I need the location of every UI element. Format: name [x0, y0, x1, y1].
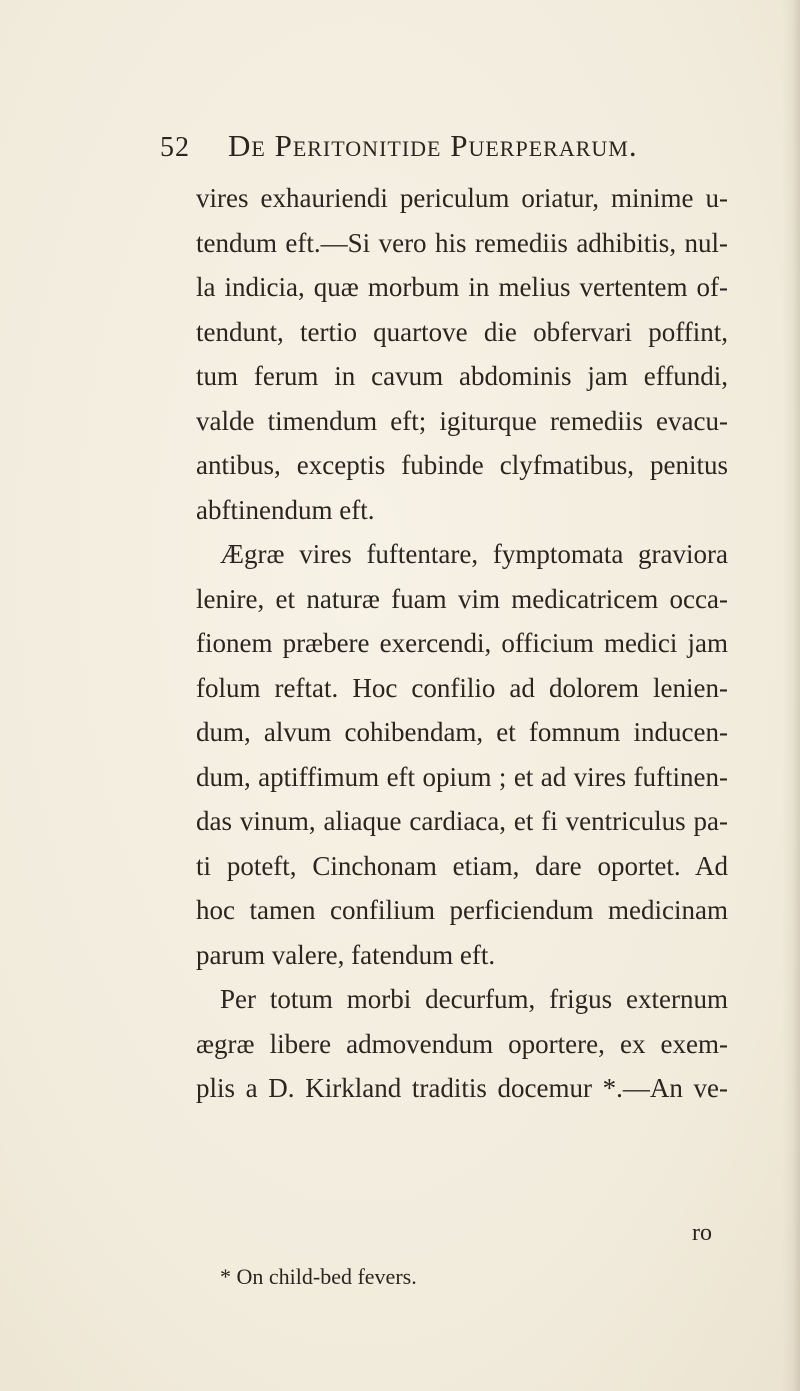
- text-line: tendunt, tertio quartove die obfervari poffint,: [196, 316, 728, 347]
- footnote: * On child-bed fevers.: [220, 1264, 417, 1289]
- page-edge-shadow: [782, 0, 800, 1391]
- text-line: tum ferum in cavum abdominis jam effundi,: [196, 361, 728, 391]
- text-line: lenire, et naturæ fuam vim medicatricem occa-: [196, 583, 728, 614]
- text-line: antibus, exceptis fubinde clyfmatibus, penitus: [196, 450, 728, 480]
- running-title: De Peritonitide Puerperarum.: [228, 128, 638, 163]
- text-line: ti poteft, Cinchonam etiam, dare oportet. Ad: [196, 850, 728, 881]
- text-line: dum, alvum cohibendam, et fomnum inducen-: [196, 717, 728, 747]
- text-line: Ægræ vires fuftentare, fymptomata graviora: [220, 539, 728, 569]
- text-line: abftinendum eft.: [196, 494, 375, 525]
- text-line: folum reftat. Hoc confilio ad dolorem lenien-: [196, 672, 728, 703]
- text-line: la indicia, quæ morbum in melius vertentem of-: [196, 272, 728, 302]
- page-number: 52: [160, 132, 190, 163]
- text-line: tendum eft.—Si vero his remediis adhibitis, nul-: [196, 227, 728, 258]
- text-line: hoc tamen confilium perficiendum medicinam: [196, 895, 728, 925]
- text-line: valde timendum eft; igiturque remediis evacu-: [196, 405, 728, 436]
- text-line: Per totum morbi decurfum, frigus externum: [220, 984, 728, 1014]
- text-line: ægræ libere admovendum oportere, ex exem-: [196, 1028, 728, 1059]
- body-text: [196, 176, 728, 1111]
- text-line: plis a D. Kirkland traditis docemur *.—An ve-: [196, 1073, 728, 1103]
- text-line: dum, aptiffimum eft opium ; et ad vires fuftinen-: [196, 761, 728, 792]
- catchword: ro: [692, 1220, 712, 1246]
- text-line: parum valere, fatendum eft.: [196, 939, 496, 970]
- running-header: [160, 128, 700, 164]
- text-line: das vinum, aliaque cardiaca, et fi ventriculus pa-: [196, 806, 728, 836]
- text-line: fionem præbere exercendi, officium medici jam: [196, 628, 728, 658]
- text-line: vires exhauriendi periculum oriatur, minime u-: [196, 183, 728, 213]
